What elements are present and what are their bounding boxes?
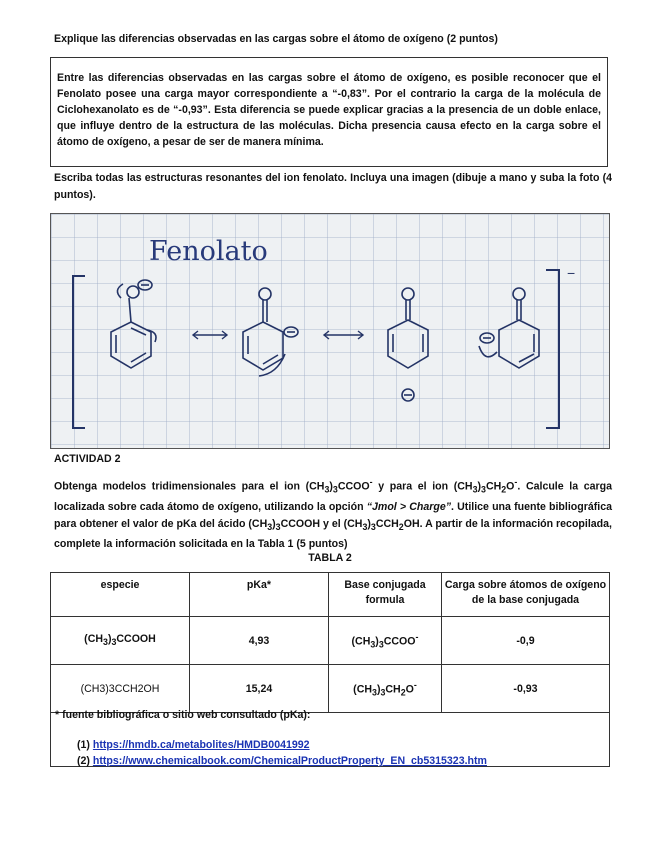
reference-1: (1) https://hmdb.ca/metabolites/HMDB0041992 [77, 739, 310, 751]
header-species: especie [51, 573, 190, 617]
cell-charge: -0,93 [442, 665, 610, 713]
activity-text: Obtenga modelos tridimensionales para el ion $(CH_3)_3CCOO^-$ y para el ion $(CH_3)_3CH_2O^-$. Calcule la carga localizada sobre cada átomo de oxígeno, utilizando la opción “Jmol > Charge”. Utilice una fuente bibliográfica para obtener el valor de pKa del ácido $(CH_3)_3CCOOH$ y el $(CH_3)_3CCH_2OH$. A partir de la información recopilada, complete la información solicitada en la Tabla 1 (5 puntos) [54, 477, 613, 550]
header-base: Base conjugada formula [329, 573, 442, 617]
activity-title: ACTIVIDAD 2 [54, 453, 121, 465]
data-table [50, 572, 610, 713]
question-1: Explique las diferencias observadas en las cargas sobre el átomo de oxígeno (2 puntos) [54, 33, 498, 45]
resonance-drawing [50, 213, 610, 449]
table-caption: TABLA 2 [308, 552, 352, 564]
cell-base: $(CH_3)_3CH_2O^-$ [329, 665, 442, 713]
cell-pka: 4,93 [190, 617, 329, 665]
cell-charge: -0,9 [442, 617, 610, 665]
cell-species: (CH3)3CCH2OH [51, 665, 190, 713]
reference-2-link[interactable]: https://www.chemicalbook.com/ChemicalProductProperty_EN_cb5315323.htm [92, 755, 487, 767]
header-charge: Carga sobre átomos de oxígeno de la base conjugada [442, 573, 610, 617]
table-row [51, 617, 610, 665]
cell-base: $(CH_3)_3CCOO^-$ [329, 617, 442, 665]
table-header-row [51, 573, 610, 617]
drawing-title: Fenolato [149, 236, 268, 267]
cell-pka: 15,24 [190, 665, 329, 713]
overall-charge: − [567, 265, 576, 281]
answer-1-text: Entre las diferencias observadas en las cargas sobre el átomo de oxígeno, es posible reconocer que el Fenolato posee una carga mayor correspondiente a “-0,83”. Por el contrario la carga de la molécula de Ciclohexanolato es de “-0,93”. Esta diferencia se puede explicar gracias a la presencia de un doble enlace, que influye dentro de la estructura de las moléculas. Dicha presencia causa efecto en la carga sobre el átomo de oxígeno, a pesar de ser de manera mínima. [57, 72, 601, 148]
footnote-title: * fuente bibliográfica o sitio web consultado (pKa): [55, 709, 311, 721]
reference-2: (2) https://www.chemicalbook.com/ChemicalProductProperty_EN_cb5315323.htm [77, 755, 487, 767]
resonance-structures-image [51, 214, 610, 449]
question-2: Escriba todas las estructuras resonantes del ion fenolato. Incluya una imagen (dibuje a mano y suba la foto (4 puntos). [54, 172, 612, 201]
footnote-box [50, 705, 610, 767]
answer-box-1 [50, 57, 608, 167]
cell-species: $(CH_3)_3CCOOH$ [51, 617, 190, 665]
header-pka: pKa* [190, 573, 329, 617]
reference-1-link[interactable]: https://hmdb.ca/metabolites/HMDB0041992 [92, 739, 310, 751]
